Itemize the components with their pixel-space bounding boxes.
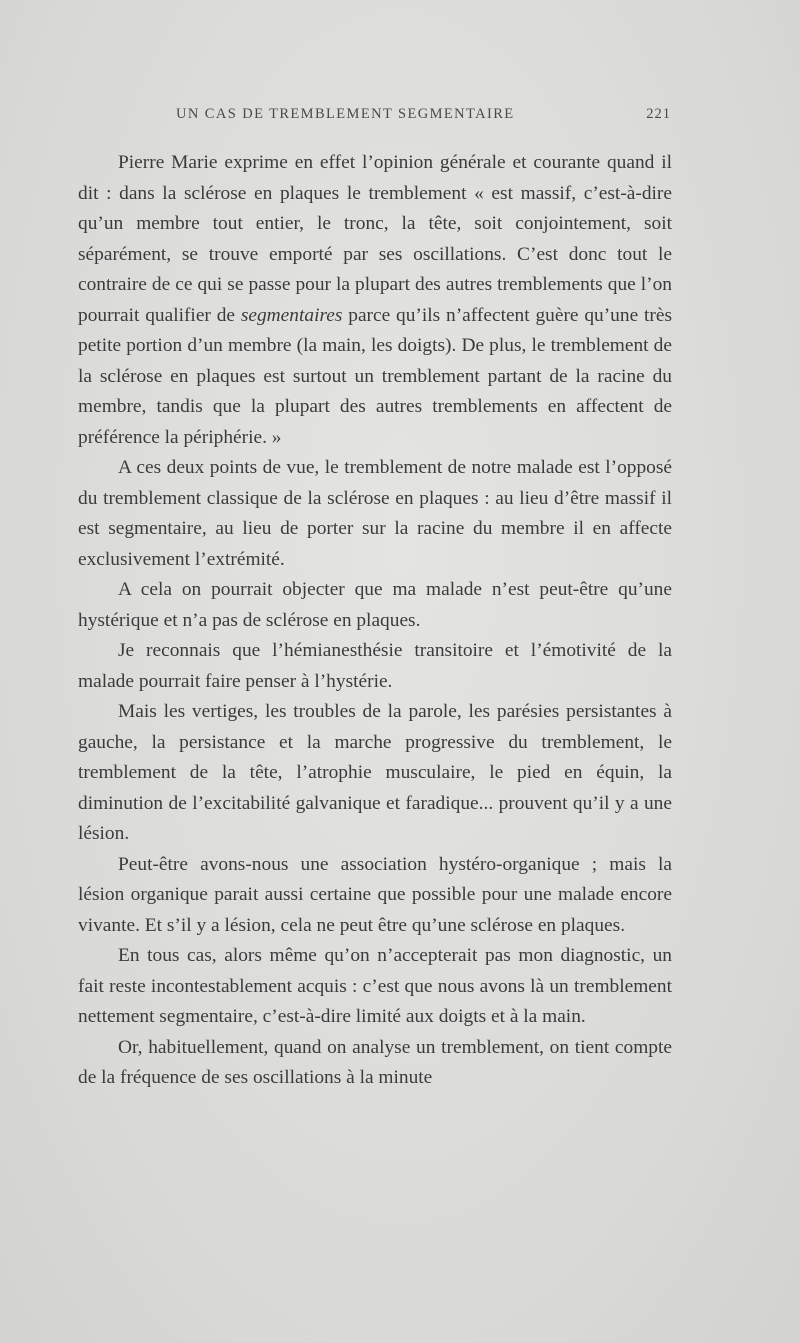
page-number: 221	[646, 106, 671, 122]
paragraph	[78, 148, 672, 453]
paragraph: Mais les vertiges, les troubles de la parole, les parésies persistantes à gauche, la persistance et la marche progressive du tremblement, le tremblement de la tête, l’atrophie musculaire, le pied en équin, la diminution de l’excitabilité galvanique et faradique... prouvent qu’il y a une lésion.	[78, 701, 672, 844]
running-header	[176, 106, 671, 130]
paragraph: En tous cas, alors même qu’on n’accepterait pas mon diagnostic, un fait reste incontestablement acquis : c’est que nous avons là un tremblement nettement segmentaire, c’est-à-dire limité aux doigts et à la main.	[78, 945, 672, 1027]
paragraph: Or, habituellement, quand on analyse un tremblement, on tient compte de la fréquence de ses oscillations à la minute	[78, 1036, 672, 1088]
emphasized-term: segmentaires	[240, 304, 343, 326]
paragraph: Peut-être avons-nous une association hystéro-organique ; mais la lésion organique parait aussi certaine que possible pour une malade encore vivante. Et s’il y a lésion, cela ne peut être qu’une sclérose en plaques.	[78, 853, 672, 936]
paragraph: A ces deux points de vue, le tremblement de notre malade est l’opposé du tremblement classique de la sclérose en plaques : au lieu d’être massif il est segmentaire, au lieu de porter sur la racine du membre il en affecte exclusivement l’extrémité.	[78, 457, 672, 570]
paragraph-text: parce qu’ils n’affectent guère qu’une très petite portion d’un membre (la main, les doigts). De plus, le tremblement de la sclérose en plaques est surtout un tremblement partant de la racine du membre, tandis que la plupart des autres tremblements en affectent de préférence la périphérie. »	[78, 304, 672, 448]
running-title: UN CAS DE TREMBLEMENT SEGMENTAIRE	[176, 106, 515, 122]
paragraph: Je reconnais que l’hémianesthésie transitoire et l’émotivité de la malade pourrait faire penser à l’hystérie.	[78, 640, 672, 692]
paragraph: A cela on pourrait objecter que ma malade n’est peut-être qu’une hystérique et n’a pas de sclérose en plaques.	[78, 579, 672, 631]
paragraph-text: Pierre Marie exprime en effet l’opinion générale et courante quand il dit : dans la sclérose en plaques le tremblement « est massif, c’est-à-dire qu’un membre tout entier, le tronc, la tête, soit conjointement, soit séparément, se trouve emporté par ses oscillations. C’est donc tout le contraire de ce qui se passe pour la plupart des autres tremblements que l’on pourrait qualifier de	[78, 152, 672, 326]
body-text	[78, 148, 672, 1094]
